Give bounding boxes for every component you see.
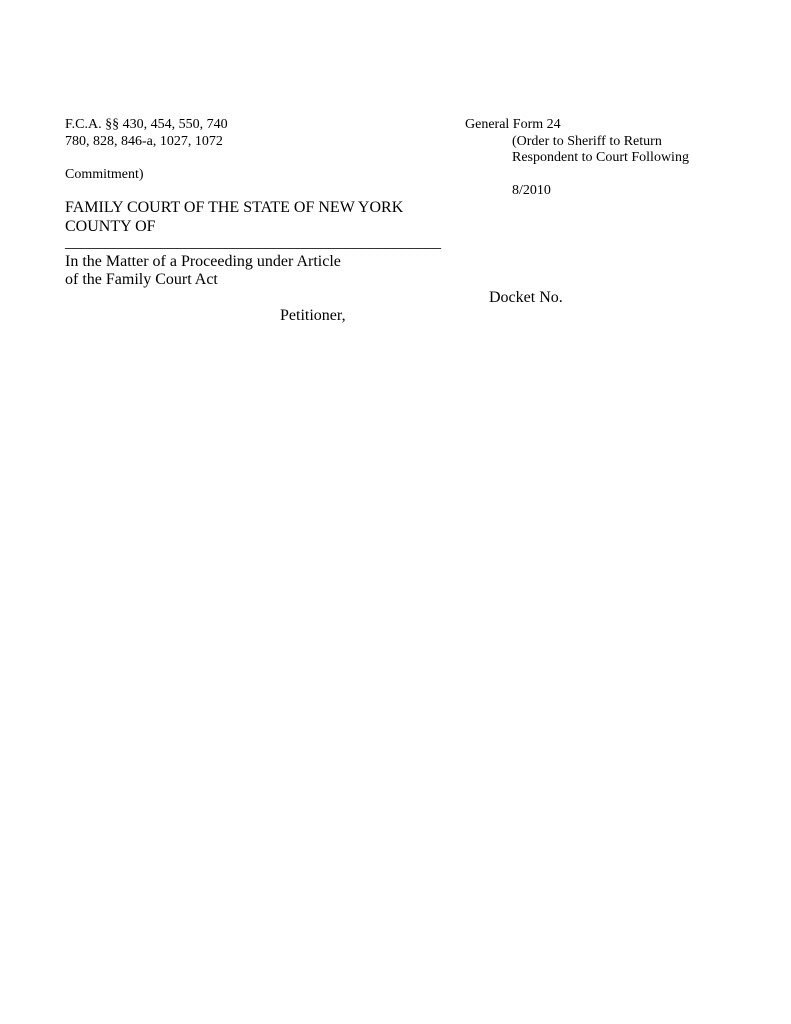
form-description-line-3: Commitment) xyxy=(65,167,144,182)
form-description-line-2: Respondent to Court Following xyxy=(512,150,689,165)
court-name: FAMILY COURT OF THE STATE OF NEW YORK xyxy=(65,199,404,216)
form-revision-date: 8/2010 xyxy=(512,183,551,198)
statute-citation-line-2: 780, 828, 846-a, 1027, 1072 xyxy=(65,134,223,149)
caption-divider: _______________________________________________ xyxy=(65,234,441,251)
statute-citation-line-1: F.C.A. §§ 430, 454, 550, 740 xyxy=(65,117,228,132)
docket-number-label: Docket No. xyxy=(489,289,563,306)
court-county: COUNTY OF xyxy=(65,218,156,235)
form-name: General Form 24 xyxy=(465,117,561,132)
petitioner-label: Petitioner, xyxy=(280,307,346,324)
form-description-line-1: (Order to Sheriff to Return xyxy=(512,134,662,149)
matter-description-line-2: of the Family Court Act xyxy=(65,271,218,288)
matter-description-line-1: In the Matter of a Proceeding under Article xyxy=(65,253,341,270)
